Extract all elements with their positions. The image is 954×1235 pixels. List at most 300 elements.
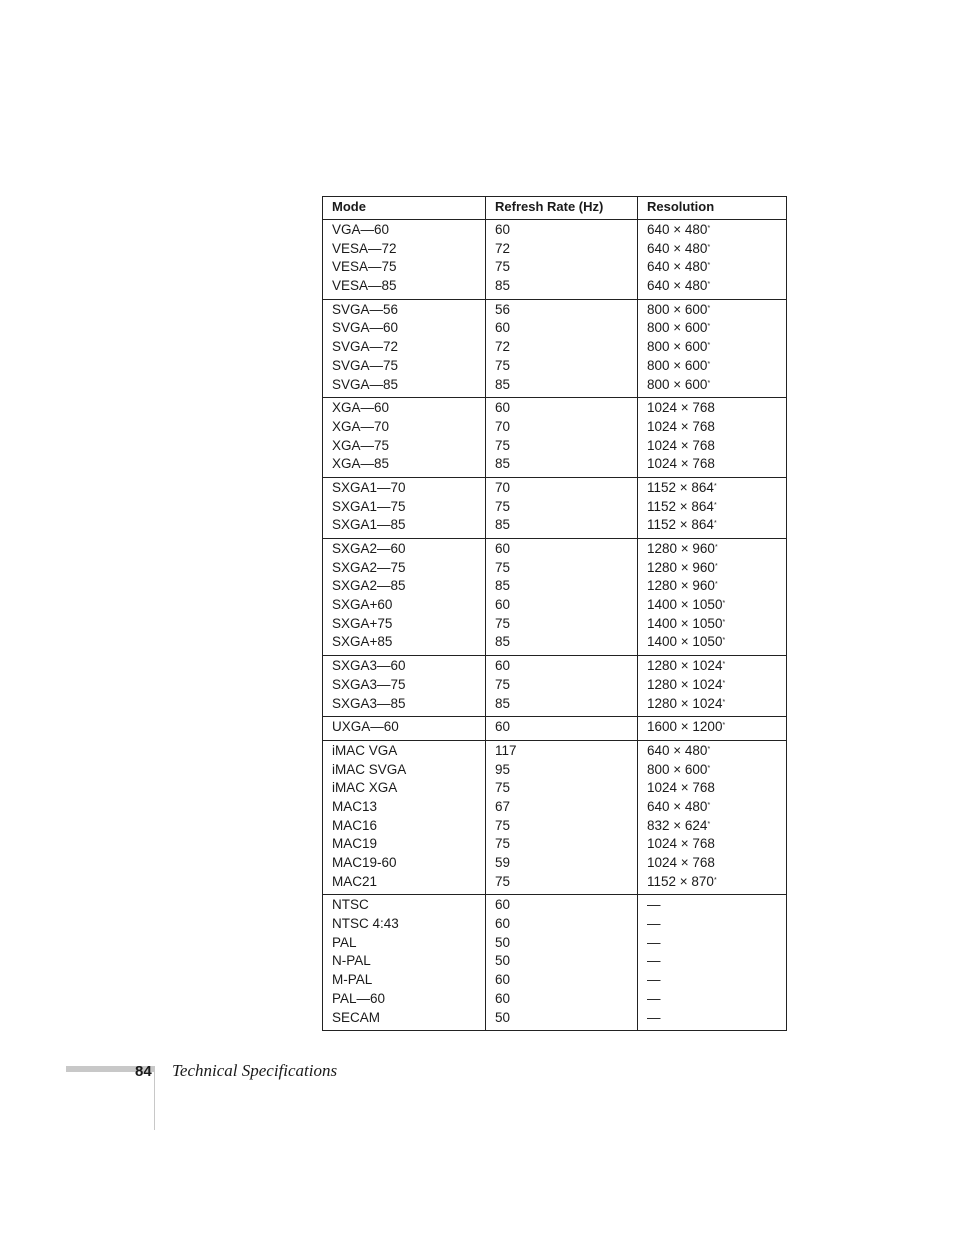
footnote-mark: * bbox=[722, 679, 726, 687]
refresh-rate-value bbox=[495, 615, 637, 634]
cell-text: 85 bbox=[495, 456, 511, 472]
cell-text: 50 bbox=[495, 1009, 511, 1025]
cell-text: SXGA3—60 bbox=[332, 658, 406, 674]
resolution-value bbox=[647, 742, 786, 761]
refresh-rate-value bbox=[495, 742, 637, 761]
mode-value bbox=[332, 559, 485, 578]
cell-text: SXGA3—75 bbox=[332, 676, 406, 692]
cell-text: — bbox=[647, 990, 661, 1006]
footnote-mark: * bbox=[722, 600, 726, 608]
resolution-value bbox=[647, 357, 786, 376]
cell-text: VGA—60 bbox=[332, 222, 390, 237]
refresh-rate-cell bbox=[486, 220, 638, 300]
refresh-rate-value bbox=[495, 277, 637, 296]
cell-text: 60 bbox=[495, 972, 511, 988]
cell-text: 1400 × 1050 bbox=[647, 634, 723, 650]
cell-text: iMAC VGA bbox=[332, 742, 398, 758]
cell-text: SXGA2—85 bbox=[332, 578, 406, 594]
cell-text: 75 bbox=[495, 873, 511, 889]
cell-text: 1024 × 768 bbox=[647, 836, 715, 852]
cell-text: 800 × 600 bbox=[647, 761, 708, 777]
resolution-value bbox=[647, 516, 786, 535]
cell-text: 800 × 600 bbox=[647, 357, 708, 373]
mode-cell bbox=[323, 398, 486, 478]
cell-text: SXGA3—85 bbox=[332, 695, 406, 711]
footnote-mark: * bbox=[707, 262, 711, 270]
cell-text: XGA—70 bbox=[332, 418, 390, 434]
footnote-mark: * bbox=[713, 876, 717, 884]
mode-value bbox=[332, 577, 485, 596]
footnote-mark: * bbox=[722, 637, 726, 645]
refresh-rate-value bbox=[495, 357, 637, 376]
cell-text: 1024 × 768 bbox=[647, 400, 715, 416]
footnote-mark: * bbox=[713, 520, 717, 528]
cell-text: 75 bbox=[495, 498, 511, 514]
refresh-rate-value bbox=[495, 676, 637, 695]
table-row bbox=[323, 539, 787, 656]
resolution-value bbox=[647, 240, 786, 259]
table-body bbox=[323, 220, 787, 1031]
cell-text: SVGA—75 bbox=[332, 357, 399, 373]
cell-text: 1600 × 1200 bbox=[647, 719, 723, 735]
cell-text: MAC13 bbox=[332, 798, 378, 814]
mode-value bbox=[332, 798, 485, 817]
cell-text: 75 bbox=[495, 357, 511, 373]
footer-rule bbox=[154, 1066, 155, 1130]
cell-text: VESA—85 bbox=[332, 278, 397, 294]
cell-text: 832 × 624 bbox=[647, 817, 708, 833]
resolution-value bbox=[647, 952, 786, 971]
cell-text: VESA—72 bbox=[332, 240, 397, 256]
resolution-value bbox=[647, 437, 786, 456]
mode-value bbox=[332, 695, 485, 714]
resolution-value bbox=[647, 258, 786, 277]
cell-text: 1152 × 864 bbox=[647, 517, 714, 533]
mode-value bbox=[332, 761, 485, 780]
cell-text: — bbox=[647, 1009, 661, 1025]
mode-value bbox=[332, 596, 485, 615]
refresh-rate-value bbox=[495, 258, 637, 277]
mode-value bbox=[332, 498, 485, 517]
table-row bbox=[323, 740, 787, 895]
cell-text: 1280 × 960 bbox=[647, 541, 715, 556]
cell-text: N-PAL bbox=[332, 953, 371, 969]
mode-value bbox=[332, 835, 485, 854]
mode-value bbox=[332, 277, 485, 296]
cell-text: 640 × 480 bbox=[647, 742, 708, 758]
refresh-rate-value bbox=[495, 695, 637, 714]
resolution-value bbox=[647, 559, 786, 578]
cell-text: SECAM bbox=[332, 1009, 381, 1025]
footnote-mark: * bbox=[713, 501, 717, 509]
cell-text: 60 bbox=[495, 897, 511, 913]
mode-value bbox=[332, 1009, 485, 1028]
cell-text: 60 bbox=[495, 658, 511, 674]
mode-value bbox=[332, 319, 485, 338]
cell-text: 50 bbox=[495, 953, 511, 969]
cell-text: 56 bbox=[495, 301, 511, 317]
resolution-value bbox=[647, 798, 786, 817]
mode-value bbox=[332, 718, 485, 737]
resolution-value bbox=[647, 761, 786, 780]
section-title: Technical Specifications bbox=[172, 1061, 338, 1080]
mode-value bbox=[332, 516, 485, 535]
refresh-rate-value bbox=[495, 221, 637, 240]
resolution-cell bbox=[638, 656, 787, 717]
mode-value bbox=[332, 779, 485, 798]
mode-value bbox=[332, 221, 485, 240]
cell-text: 60 bbox=[495, 541, 511, 556]
refresh-rate-value bbox=[495, 577, 637, 596]
cell-text: 85 bbox=[495, 578, 511, 594]
resolution-value bbox=[647, 418, 786, 437]
cell-text: 1280 × 1024 bbox=[647, 676, 723, 692]
footnote-mark: * bbox=[714, 581, 718, 589]
resolution-value bbox=[647, 633, 786, 652]
mode-value bbox=[332, 817, 485, 836]
cell-text: 1024 × 768 bbox=[647, 855, 715, 870]
refresh-rate-cell bbox=[486, 656, 638, 717]
cell-text: 85 bbox=[495, 376, 511, 392]
refresh-rate-value bbox=[495, 376, 637, 395]
cell-text: SXGA2—75 bbox=[332, 559, 406, 575]
resolution-value bbox=[647, 596, 786, 615]
cell-text: SVGA—72 bbox=[332, 339, 399, 355]
cell-text: 800 × 600 bbox=[647, 376, 708, 392]
refresh-rate-cell bbox=[486, 717, 638, 741]
cell-text: 60 bbox=[495, 597, 511, 613]
cell-text: MAC19 bbox=[332, 836, 378, 852]
mode-value bbox=[332, 258, 485, 277]
resolution-value bbox=[647, 301, 786, 320]
cell-text: UXGA—60 bbox=[332, 719, 399, 735]
resolution-value bbox=[647, 338, 786, 357]
cell-text: VESA—75 bbox=[332, 259, 397, 275]
mode-value bbox=[332, 301, 485, 320]
resolution-value bbox=[647, 399, 786, 418]
resolution-value bbox=[647, 455, 786, 474]
resolution-value bbox=[647, 221, 786, 240]
mode-value bbox=[332, 854, 485, 873]
footnote-mark: * bbox=[707, 304, 711, 312]
cell-text: 85 bbox=[495, 634, 511, 650]
refresh-rate-cell bbox=[486, 539, 638, 656]
cell-text: 60 bbox=[495, 222, 511, 237]
resolution-value bbox=[647, 873, 786, 892]
cell-text: SXGA1—85 bbox=[332, 517, 406, 533]
refresh-rate-value bbox=[495, 934, 637, 953]
cell-text: NTSC bbox=[332, 897, 369, 913]
refresh-rate-value bbox=[495, 338, 637, 357]
mode-value bbox=[332, 657, 485, 676]
resolution-value bbox=[647, 479, 786, 498]
refresh-rate-value bbox=[495, 718, 637, 737]
cell-text: 1024 × 768 bbox=[647, 456, 715, 472]
cell-text: 75 bbox=[495, 559, 511, 575]
refresh-rate-value bbox=[495, 301, 637, 320]
cell-text: 59 bbox=[495, 855, 511, 870]
cell-text: 60 bbox=[495, 400, 511, 416]
mode-value bbox=[332, 540, 485, 559]
refresh-rate-value bbox=[495, 798, 637, 817]
footnote-mark: * bbox=[722, 618, 726, 626]
resolution-cell bbox=[638, 477, 787, 538]
refresh-rate-value bbox=[495, 779, 637, 798]
refresh-rate-value bbox=[495, 761, 637, 780]
mode-value bbox=[332, 418, 485, 437]
mode-value bbox=[332, 437, 485, 456]
cell-text: XGA—85 bbox=[332, 456, 390, 472]
cell-text: — bbox=[647, 897, 661, 913]
resolution-value bbox=[647, 854, 786, 873]
header-refresh-rate: Refresh Rate (Hz) bbox=[486, 197, 638, 220]
footnote-mark: * bbox=[722, 661, 726, 669]
resolution-value bbox=[647, 934, 786, 953]
refresh-rate-value bbox=[495, 835, 637, 854]
resolution-cell bbox=[638, 220, 787, 300]
cell-text: 85 bbox=[495, 695, 511, 711]
mode-cell bbox=[323, 895, 486, 1031]
footnote-mark: * bbox=[707, 225, 711, 232]
mode-value bbox=[332, 952, 485, 971]
cell-text: SXGA1—70 bbox=[332, 479, 406, 495]
mode-value bbox=[332, 240, 485, 259]
cell-text: — bbox=[647, 916, 661, 932]
cell-text: 1024 × 768 bbox=[647, 780, 715, 796]
mode-cell bbox=[323, 299, 486, 397]
mode-value bbox=[332, 479, 485, 498]
mode-value bbox=[332, 376, 485, 395]
cell-text: 1024 × 768 bbox=[647, 418, 715, 434]
cell-text: 85 bbox=[495, 278, 511, 294]
cell-text: 72 bbox=[495, 339, 511, 355]
footnote-mark: * bbox=[707, 323, 711, 331]
cell-text: iMAC SVGA bbox=[332, 761, 407, 777]
resolution-cell bbox=[638, 539, 787, 656]
footnote-mark: * bbox=[707, 801, 711, 809]
footnote-mark: * bbox=[707, 281, 711, 289]
cell-text: SXGA1—75 bbox=[332, 498, 406, 514]
table-row bbox=[323, 656, 787, 717]
refresh-rate-value bbox=[495, 1009, 637, 1028]
cell-text: SXGA+75 bbox=[332, 615, 393, 631]
cell-text: — bbox=[647, 953, 661, 969]
resolution-value bbox=[647, 896, 786, 915]
table-header-row bbox=[323, 197, 787, 220]
table-row bbox=[323, 299, 787, 397]
resolution-value bbox=[647, 540, 786, 559]
table-row bbox=[323, 717, 787, 741]
resolution-value bbox=[647, 577, 786, 596]
cell-text: 640 × 480 bbox=[647, 240, 708, 256]
resolution-cell bbox=[638, 740, 787, 895]
cell-text: 67 bbox=[495, 798, 511, 814]
refresh-rate-value bbox=[495, 418, 637, 437]
cell-text: 60 bbox=[495, 719, 511, 735]
mode-value bbox=[332, 399, 485, 418]
cell-text: 75 bbox=[495, 259, 511, 275]
refresh-rate-value bbox=[495, 596, 637, 615]
resolution-value bbox=[647, 718, 786, 737]
mode-value bbox=[332, 615, 485, 634]
resolution-value bbox=[647, 498, 786, 517]
cell-text: 1280 × 1024 bbox=[647, 695, 723, 711]
mode-cell bbox=[323, 656, 486, 717]
cell-text: 1400 × 1050 bbox=[647, 597, 723, 613]
cell-text: MAC19-60 bbox=[332, 855, 397, 870]
cell-text: 1024 × 768 bbox=[647, 437, 715, 453]
mode-value bbox=[332, 873, 485, 892]
cell-text: 1400 × 1050 bbox=[647, 615, 723, 631]
cell-text: — bbox=[647, 934, 661, 950]
cell-text: 85 bbox=[495, 517, 511, 533]
refresh-rate-value bbox=[495, 896, 637, 915]
mode-value bbox=[332, 338, 485, 357]
cell-text: 70 bbox=[495, 479, 511, 495]
footnote-mark: * bbox=[707, 820, 711, 828]
cell-text: MAC16 bbox=[332, 817, 378, 833]
cell-text: 640 × 480 bbox=[647, 222, 708, 237]
cell-text: 70 bbox=[495, 418, 511, 434]
refresh-rate-value bbox=[495, 990, 637, 1009]
refresh-rate-value bbox=[495, 540, 637, 559]
cell-text: 72 bbox=[495, 240, 511, 256]
resolution-cell bbox=[638, 299, 787, 397]
cell-text: SVGA—85 bbox=[332, 376, 399, 392]
cell-text: 117 bbox=[495, 742, 517, 758]
resolution-value bbox=[647, 835, 786, 854]
footnote-mark: * bbox=[714, 562, 718, 570]
cell-text: SXGA2—60 bbox=[332, 541, 406, 556]
mode-value bbox=[332, 915, 485, 934]
resolution-value bbox=[647, 277, 786, 296]
cell-text: SVGA—56 bbox=[332, 301, 399, 317]
refresh-rate-value bbox=[495, 657, 637, 676]
mode-value bbox=[332, 742, 485, 761]
cell-text: 75 bbox=[495, 836, 511, 852]
refresh-rate-value bbox=[495, 854, 637, 873]
resolution-value bbox=[647, 990, 786, 1009]
resolution-value bbox=[647, 319, 786, 338]
cell-text: 75 bbox=[495, 676, 511, 692]
cell-text: iMAC XGA bbox=[332, 780, 398, 796]
header-resolution: Resolution bbox=[638, 197, 787, 220]
resolution-value bbox=[647, 695, 786, 714]
cell-text: 1280 × 1024 bbox=[647, 658, 723, 674]
resolution-value bbox=[647, 657, 786, 676]
refresh-rate-cell bbox=[486, 398, 638, 478]
mode-value bbox=[332, 633, 485, 652]
cell-text: — bbox=[647, 972, 661, 988]
table-row bbox=[323, 895, 787, 1031]
cell-text: 800 × 600 bbox=[647, 320, 708, 336]
footnote-mark: * bbox=[707, 379, 711, 387]
refresh-rate-value bbox=[495, 633, 637, 652]
cell-text: PAL—60 bbox=[332, 990, 386, 1006]
cell-text: 75 bbox=[495, 817, 511, 833]
table-row bbox=[323, 398, 787, 478]
refresh-rate-value bbox=[495, 240, 637, 259]
refresh-rate-value bbox=[495, 479, 637, 498]
cell-text: NTSC 4:43 bbox=[332, 916, 399, 932]
refresh-rate-value bbox=[495, 399, 637, 418]
cell-text: 640 × 480 bbox=[647, 798, 708, 814]
cell-text: 95 bbox=[495, 761, 511, 777]
resolution-value bbox=[647, 376, 786, 395]
footnote-mark: * bbox=[714, 544, 718, 551]
cell-text: 640 × 480 bbox=[647, 278, 708, 294]
cell-text: 800 × 600 bbox=[647, 339, 708, 355]
cell-text: SVGA—60 bbox=[332, 320, 399, 336]
cell-text: 1152 × 864 bbox=[647, 479, 714, 495]
refresh-rate-cell bbox=[486, 895, 638, 1031]
refresh-rate-cell bbox=[486, 477, 638, 538]
display-modes-table bbox=[322, 196, 787, 1031]
mode-value bbox=[332, 934, 485, 953]
mode-cell bbox=[323, 220, 486, 300]
resolution-value bbox=[647, 971, 786, 990]
cell-text: 75 bbox=[495, 437, 511, 453]
cell-text: XGA—75 bbox=[332, 437, 390, 453]
cell-text: PAL bbox=[332, 934, 357, 950]
refresh-rate-value bbox=[495, 915, 637, 934]
mode-value bbox=[332, 676, 485, 695]
footnote-mark: * bbox=[707, 243, 711, 251]
cell-text: 60 bbox=[495, 916, 511, 932]
footnote-mark: * bbox=[707, 360, 711, 368]
refresh-rate-cell bbox=[486, 299, 638, 397]
cell-text: 1152 × 864 bbox=[647, 498, 714, 514]
mode-value bbox=[332, 990, 485, 1009]
refresh-rate-value bbox=[495, 559, 637, 578]
footnote-mark: * bbox=[707, 764, 711, 772]
cell-text: SXGA+60 bbox=[332, 597, 393, 613]
mode-cell bbox=[323, 539, 486, 656]
cell-text: MAC21 bbox=[332, 873, 378, 889]
refresh-rate-value bbox=[495, 455, 637, 474]
refresh-rate-value bbox=[495, 971, 637, 990]
resolution-value bbox=[647, 817, 786, 836]
cell-text: 60 bbox=[495, 990, 511, 1006]
resolution-cell bbox=[638, 895, 787, 1031]
mode-cell bbox=[323, 717, 486, 741]
page-number: 84 bbox=[135, 1063, 152, 1080]
cell-text: 75 bbox=[495, 615, 511, 631]
cell-text: M-PAL bbox=[332, 972, 373, 988]
table-row bbox=[323, 220, 787, 300]
cell-text: 1280 × 960 bbox=[647, 578, 715, 594]
refresh-rate-value bbox=[495, 817, 637, 836]
resolution-cell bbox=[638, 398, 787, 478]
mode-cell bbox=[323, 477, 486, 538]
refresh-rate-value bbox=[495, 873, 637, 892]
cell-text: SXGA+85 bbox=[332, 634, 393, 650]
cell-text: 800 × 600 bbox=[647, 301, 708, 317]
mode-value bbox=[332, 896, 485, 915]
footnote-mark: * bbox=[707, 745, 711, 753]
footnote-mark: * bbox=[713, 482, 717, 490]
cell-text: 640 × 480 bbox=[647, 259, 708, 275]
resolution-value bbox=[647, 1009, 786, 1028]
refresh-rate-cell bbox=[486, 740, 638, 895]
mode-value bbox=[332, 357, 485, 376]
mode-cell bbox=[323, 740, 486, 895]
footnote-mark: * bbox=[722, 722, 726, 730]
table-row bbox=[323, 477, 787, 538]
mode-value bbox=[332, 455, 485, 474]
cell-text: 75 bbox=[495, 780, 511, 796]
resolution-value bbox=[647, 615, 786, 634]
